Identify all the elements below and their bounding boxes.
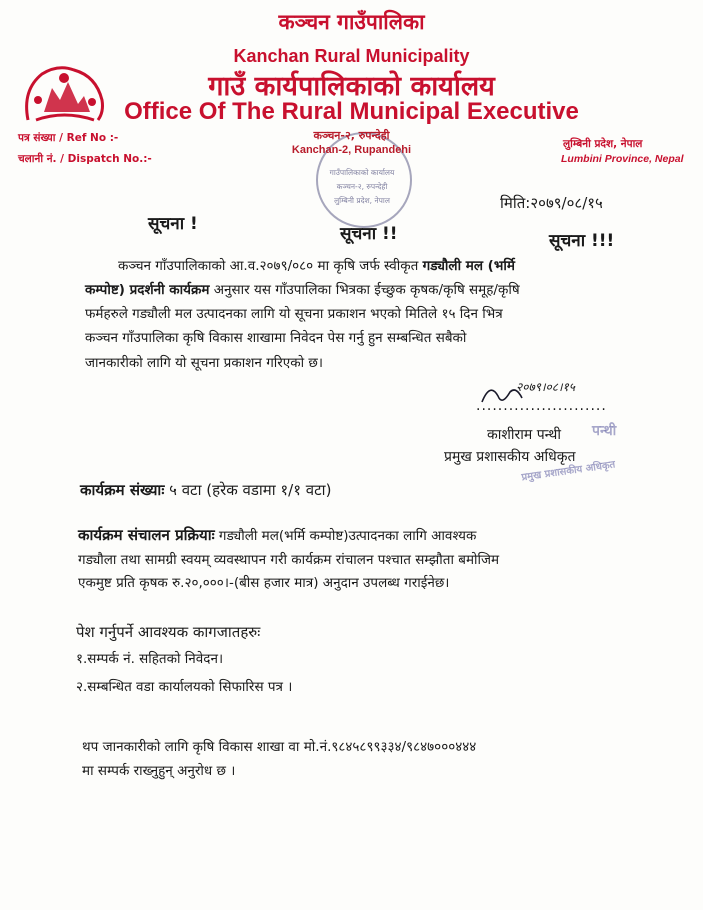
notice-line-5: जानकारीको लागि यो सूचना प्रकाशन गरिएको छ। bbox=[85, 355, 324, 371]
seal-text-1: गाउँपालिकाको कार्यालय bbox=[329, 168, 395, 177]
signatory-title: प्रमुख प्रशासकीय अधिकृत bbox=[444, 449, 576, 465]
process-line-1 bbox=[78, 525, 476, 545]
signature-date: २०७९।०८।१५ bbox=[516, 380, 576, 394]
process-label: कार्यक्रम संचालन प्रक्रियाः bbox=[78, 526, 215, 544]
notice-line-1 bbox=[118, 256, 515, 274]
notice-date: मिति:२०७९/०८/१५ bbox=[500, 194, 603, 212]
notice-line-2 bbox=[85, 280, 520, 298]
process-line-2: गड्यौला तथा सामग्री स्वयम् व्यवस्थापन गरी कार्यक्रम रांचालन पश्चात सम्झौता बमोजिम bbox=[78, 552, 500, 568]
notice-heading-3: सूचना !!! bbox=[549, 231, 615, 251]
program-count-label: कार्यक्रम संख्याः bbox=[80, 481, 165, 499]
address-en: Kanchan-2, Rupandehi bbox=[291, 144, 412, 156]
office-name-np: गाउँ कार्यपालिकाको कार्यालय bbox=[208, 71, 495, 102]
signatory-name: काशीराम पन्थी bbox=[487, 427, 561, 443]
program-count bbox=[80, 480, 331, 500]
dispatch-no-label: चलानी नं. / Dispatch No.:- bbox=[18, 153, 152, 165]
notice-text: अनुसार यस गाँउपालिका भित्रका ईच्छुक कृषक/कृषि समूह/कृषि bbox=[209, 282, 520, 298]
seal-text-3: लुम्बिनी प्रदेश, नेपाल bbox=[334, 196, 390, 205]
signature-stamp-title: प्रमुख प्रशासकीय अधिकृत bbox=[520, 459, 616, 484]
seal-text-2: कञ्चन-२, रुपन्देही bbox=[336, 182, 388, 191]
notice-text-bold: गड्यौली मल (भर्मि bbox=[422, 258, 515, 274]
process-text: गड्यौली मल(भर्मि कम्पोष्ट)उत्पादनका लागि आवश्यक bbox=[214, 528, 477, 544]
office-name-en: Office Of The Rural Municipal Executive bbox=[124, 98, 579, 125]
notice-text: कञ्चन गाँउपालिकाको आ.व.२०७९/०८० मा कृषि जर्फ स्वीकृत bbox=[118, 258, 423, 274]
nepal-emblem-icon bbox=[18, 60, 110, 128]
contact-line-2: मा सम्पर्क राख्नुहुन् अनुरोध छ । bbox=[82, 763, 236, 779]
document-item-2: २.सम्बन्धित वडा कार्यालयको सिफारिस पत्र । bbox=[76, 679, 293, 695]
contact-line-1: थप जानकारीको लागि कृषि विकास शाखा वा मो.नं.९८४५८९९३३४/९८४७०००४४४ bbox=[82, 739, 477, 755]
documents-heading: पेश गर्नुपर्ने आवश्यक कागजातहरुः bbox=[76, 623, 261, 641]
process-line-3: एकमुष्ट प्रति कृषक रु.२०,०००।-(बीस हजार मात्र) अनुदान उपलब्ध गराईनेछ। bbox=[78, 575, 450, 591]
notice-heading-1: सूचना ! bbox=[148, 214, 198, 234]
notice-line-4: कञ्चन गाँउपालिका कृषि विकास शाखामा निवेदन पेस गर्नु हुन सम्बन्धित सबैको bbox=[85, 330, 467, 346]
signature-line: ........................ bbox=[476, 398, 607, 414]
program-count-value: ५ वटा (हरेक वडामा १/१ वटा) bbox=[164, 481, 332, 499]
province-en: Lumbini Province, Nepal bbox=[561, 153, 684, 165]
municipality-name-np: कञ्चन गाउँपालिका bbox=[278, 10, 425, 34]
municipality-name-en: Kanchan Rural Municipality bbox=[233, 46, 470, 66]
province-np: लुम्बिनी प्रदेश, नेपाल bbox=[563, 138, 643, 150]
document-item-1: १.सम्पर्क नं. सहितको निवेदन। bbox=[76, 651, 224, 667]
notice-heading-2: सूचना !! bbox=[340, 224, 398, 244]
notice-text-bold: कम्पोष्ट) प्रदर्शनी कार्यक्रम bbox=[85, 282, 210, 298]
notice-line-3: फर्महरुले गड्यौली मल उत्पादनका लागि यो सूचना प्रकाशन भएको मितिले १५ दिन भित्र bbox=[85, 306, 503, 322]
signature-stamp-name: पन्थी bbox=[592, 423, 617, 439]
address-np: कञ्चन-२, रुपन्देही bbox=[313, 129, 390, 142]
ref-no-label: पत्र संख्या / Ref No :- bbox=[18, 132, 119, 144]
